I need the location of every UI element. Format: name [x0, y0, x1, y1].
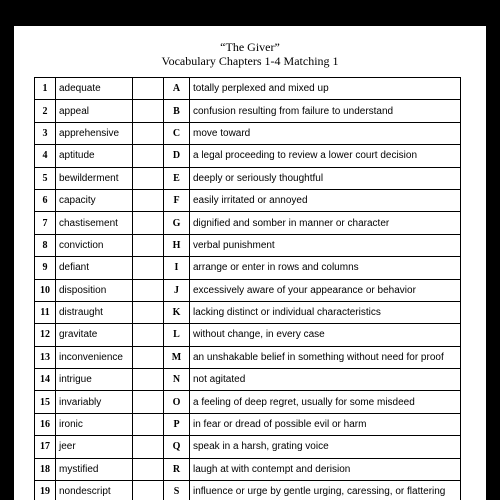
vocabulary-word: chastisement — [56, 212, 133, 234]
term-number: 9 — [35, 257, 56, 279]
definition-text: excessively aware of your appearance or behavior — [190, 279, 461, 301]
answer-blank[interactable] — [133, 189, 164, 211]
answer-blank[interactable] — [133, 145, 164, 167]
definition-letter: F — [164, 189, 190, 211]
definition-text: influence or urge by gentle urging, caressing, or flattering — [190, 481, 461, 500]
answer-blank[interactable] — [133, 481, 164, 500]
answer-blank[interactable] — [133, 212, 164, 234]
definition-text: confusion resulting from failure to understand — [190, 100, 461, 122]
answer-blank[interactable] — [133, 458, 164, 480]
vocabulary-word: adequate — [56, 78, 133, 100]
definition-letter: B — [164, 100, 190, 122]
table-row — [35, 436, 461, 458]
term-number: 19 — [35, 481, 56, 500]
table-row — [35, 167, 461, 189]
vocabulary-word: mystified — [56, 458, 133, 480]
definition-text: without change, in every case — [190, 324, 461, 346]
definition-letter: L — [164, 324, 190, 346]
worksheet-subtitle: Vocabulary Chapters 1-4 Matching 1 — [161, 54, 339, 68]
term-number: 17 — [35, 436, 56, 458]
table-row — [35, 145, 461, 167]
term-number: 11 — [35, 301, 56, 323]
term-number: 3 — [35, 122, 56, 144]
table-row — [35, 122, 461, 144]
term-number: 13 — [35, 346, 56, 368]
answer-blank[interactable] — [133, 436, 164, 458]
table-row — [35, 100, 461, 122]
answer-blank[interactable] — [133, 234, 164, 256]
definition-text: move toward — [190, 122, 461, 144]
vocabulary-word: distraught — [56, 301, 133, 323]
answer-blank[interactable] — [133, 100, 164, 122]
definition-letter: E — [164, 167, 190, 189]
table-row — [35, 257, 461, 279]
table-row — [35, 212, 461, 234]
definition-text: a legal proceeding to review a lower court decision — [190, 145, 461, 167]
answer-blank[interactable] — [133, 257, 164, 279]
definition-text: speak in a harsh, grating voice — [190, 436, 461, 458]
vocabulary-word: capacity — [56, 189, 133, 211]
definition-letter: C — [164, 122, 190, 144]
term-number: 16 — [35, 413, 56, 435]
table-row — [35, 413, 461, 435]
table-row — [35, 279, 461, 301]
table-row — [35, 346, 461, 368]
answer-blank[interactable] — [133, 413, 164, 435]
vocabulary-matching-table — [34, 77, 461, 500]
definition-letter: R — [164, 458, 190, 480]
definition-letter: G — [164, 212, 190, 234]
table-row — [35, 369, 461, 391]
definition-letter: J — [164, 279, 190, 301]
answer-blank[interactable] — [133, 369, 164, 391]
definition-letter: H — [164, 234, 190, 256]
vocabulary-word: disposition — [56, 279, 133, 301]
definition-letter: N — [164, 369, 190, 391]
definition-letter: D — [164, 145, 190, 167]
term-number: 6 — [35, 189, 56, 211]
definition-letter: O — [164, 391, 190, 413]
vocabulary-word: inconvenience — [56, 346, 133, 368]
table-row — [35, 481, 461, 500]
worksheet-title: “The Giver” — [220, 40, 280, 54]
definition-text: totally perplexed and mixed up — [190, 78, 461, 100]
answer-blank[interactable] — [133, 324, 164, 346]
worksheet-page — [14, 26, 486, 500]
term-number: 5 — [35, 167, 56, 189]
vocabulary-word: bewilderment — [56, 167, 133, 189]
definition-text: dignified and somber in manner or character — [190, 212, 461, 234]
vocabulary-word: intrigue — [56, 369, 133, 391]
definition-letter: I — [164, 257, 190, 279]
vocabulary-word: conviction — [56, 234, 133, 256]
definition-text: an unshakable belief in something without need for proof — [190, 346, 461, 368]
term-number: 14 — [35, 369, 56, 391]
definition-letter: K — [164, 301, 190, 323]
term-number: 18 — [35, 458, 56, 480]
vocabulary-table-body — [35, 78, 461, 500]
table-row — [35, 78, 461, 100]
term-number: 8 — [35, 234, 56, 256]
vocabulary-word: gravitate — [56, 324, 133, 346]
table-row — [35, 391, 461, 413]
table-row — [35, 458, 461, 480]
term-number: 1 — [35, 78, 56, 100]
term-number: 12 — [35, 324, 56, 346]
definition-letter: Q — [164, 436, 190, 458]
vocabulary-word: invariably — [56, 391, 133, 413]
vocabulary-word: aptitude — [56, 145, 133, 167]
definition-text: a feeling of deep regret, usually for some misdeed — [190, 391, 461, 413]
definition-letter: S — [164, 481, 190, 500]
definition-letter: M — [164, 346, 190, 368]
definition-text: not agitated — [190, 369, 461, 391]
vocabulary-word: jeer — [56, 436, 133, 458]
answer-blank[interactable] — [133, 78, 164, 100]
vocabulary-word: ironic — [56, 413, 133, 435]
definition-text: lacking distinct or individual characteristics — [190, 301, 461, 323]
vocabulary-word: defiant — [56, 257, 133, 279]
definition-text: laugh at with contempt and derision — [190, 458, 461, 480]
definition-text: easily irritated or annoyed — [190, 189, 461, 211]
term-number: 10 — [35, 279, 56, 301]
term-number: 4 — [35, 145, 56, 167]
definition-text: in fear or dread of possible evil or harm — [190, 413, 461, 435]
definition-text: arrange or enter in rows and columns — [190, 257, 461, 279]
answer-blank[interactable] — [133, 167, 164, 189]
definition-letter: A — [164, 78, 190, 100]
answer-blank[interactable] — [133, 391, 164, 413]
table-row — [35, 301, 461, 323]
table-row — [35, 324, 461, 346]
table-row — [35, 234, 461, 256]
definition-letter: P — [164, 413, 190, 435]
answer-blank[interactable] — [133, 301, 164, 323]
table-row — [35, 189, 461, 211]
answer-blank[interactable] — [133, 346, 164, 368]
answer-blank[interactable] — [133, 279, 164, 301]
vocabulary-word: apprehensive — [56, 122, 133, 144]
term-number: 7 — [35, 212, 56, 234]
definition-text: verbal punishment — [190, 234, 461, 256]
answer-blank[interactable] — [133, 122, 164, 144]
term-number: 15 — [35, 391, 56, 413]
term-number: 2 — [35, 100, 56, 122]
vocabulary-word: nondescript — [56, 481, 133, 500]
vocabulary-word: appeal — [56, 100, 133, 122]
definition-text: deeply or seriously thoughtful — [190, 167, 461, 189]
